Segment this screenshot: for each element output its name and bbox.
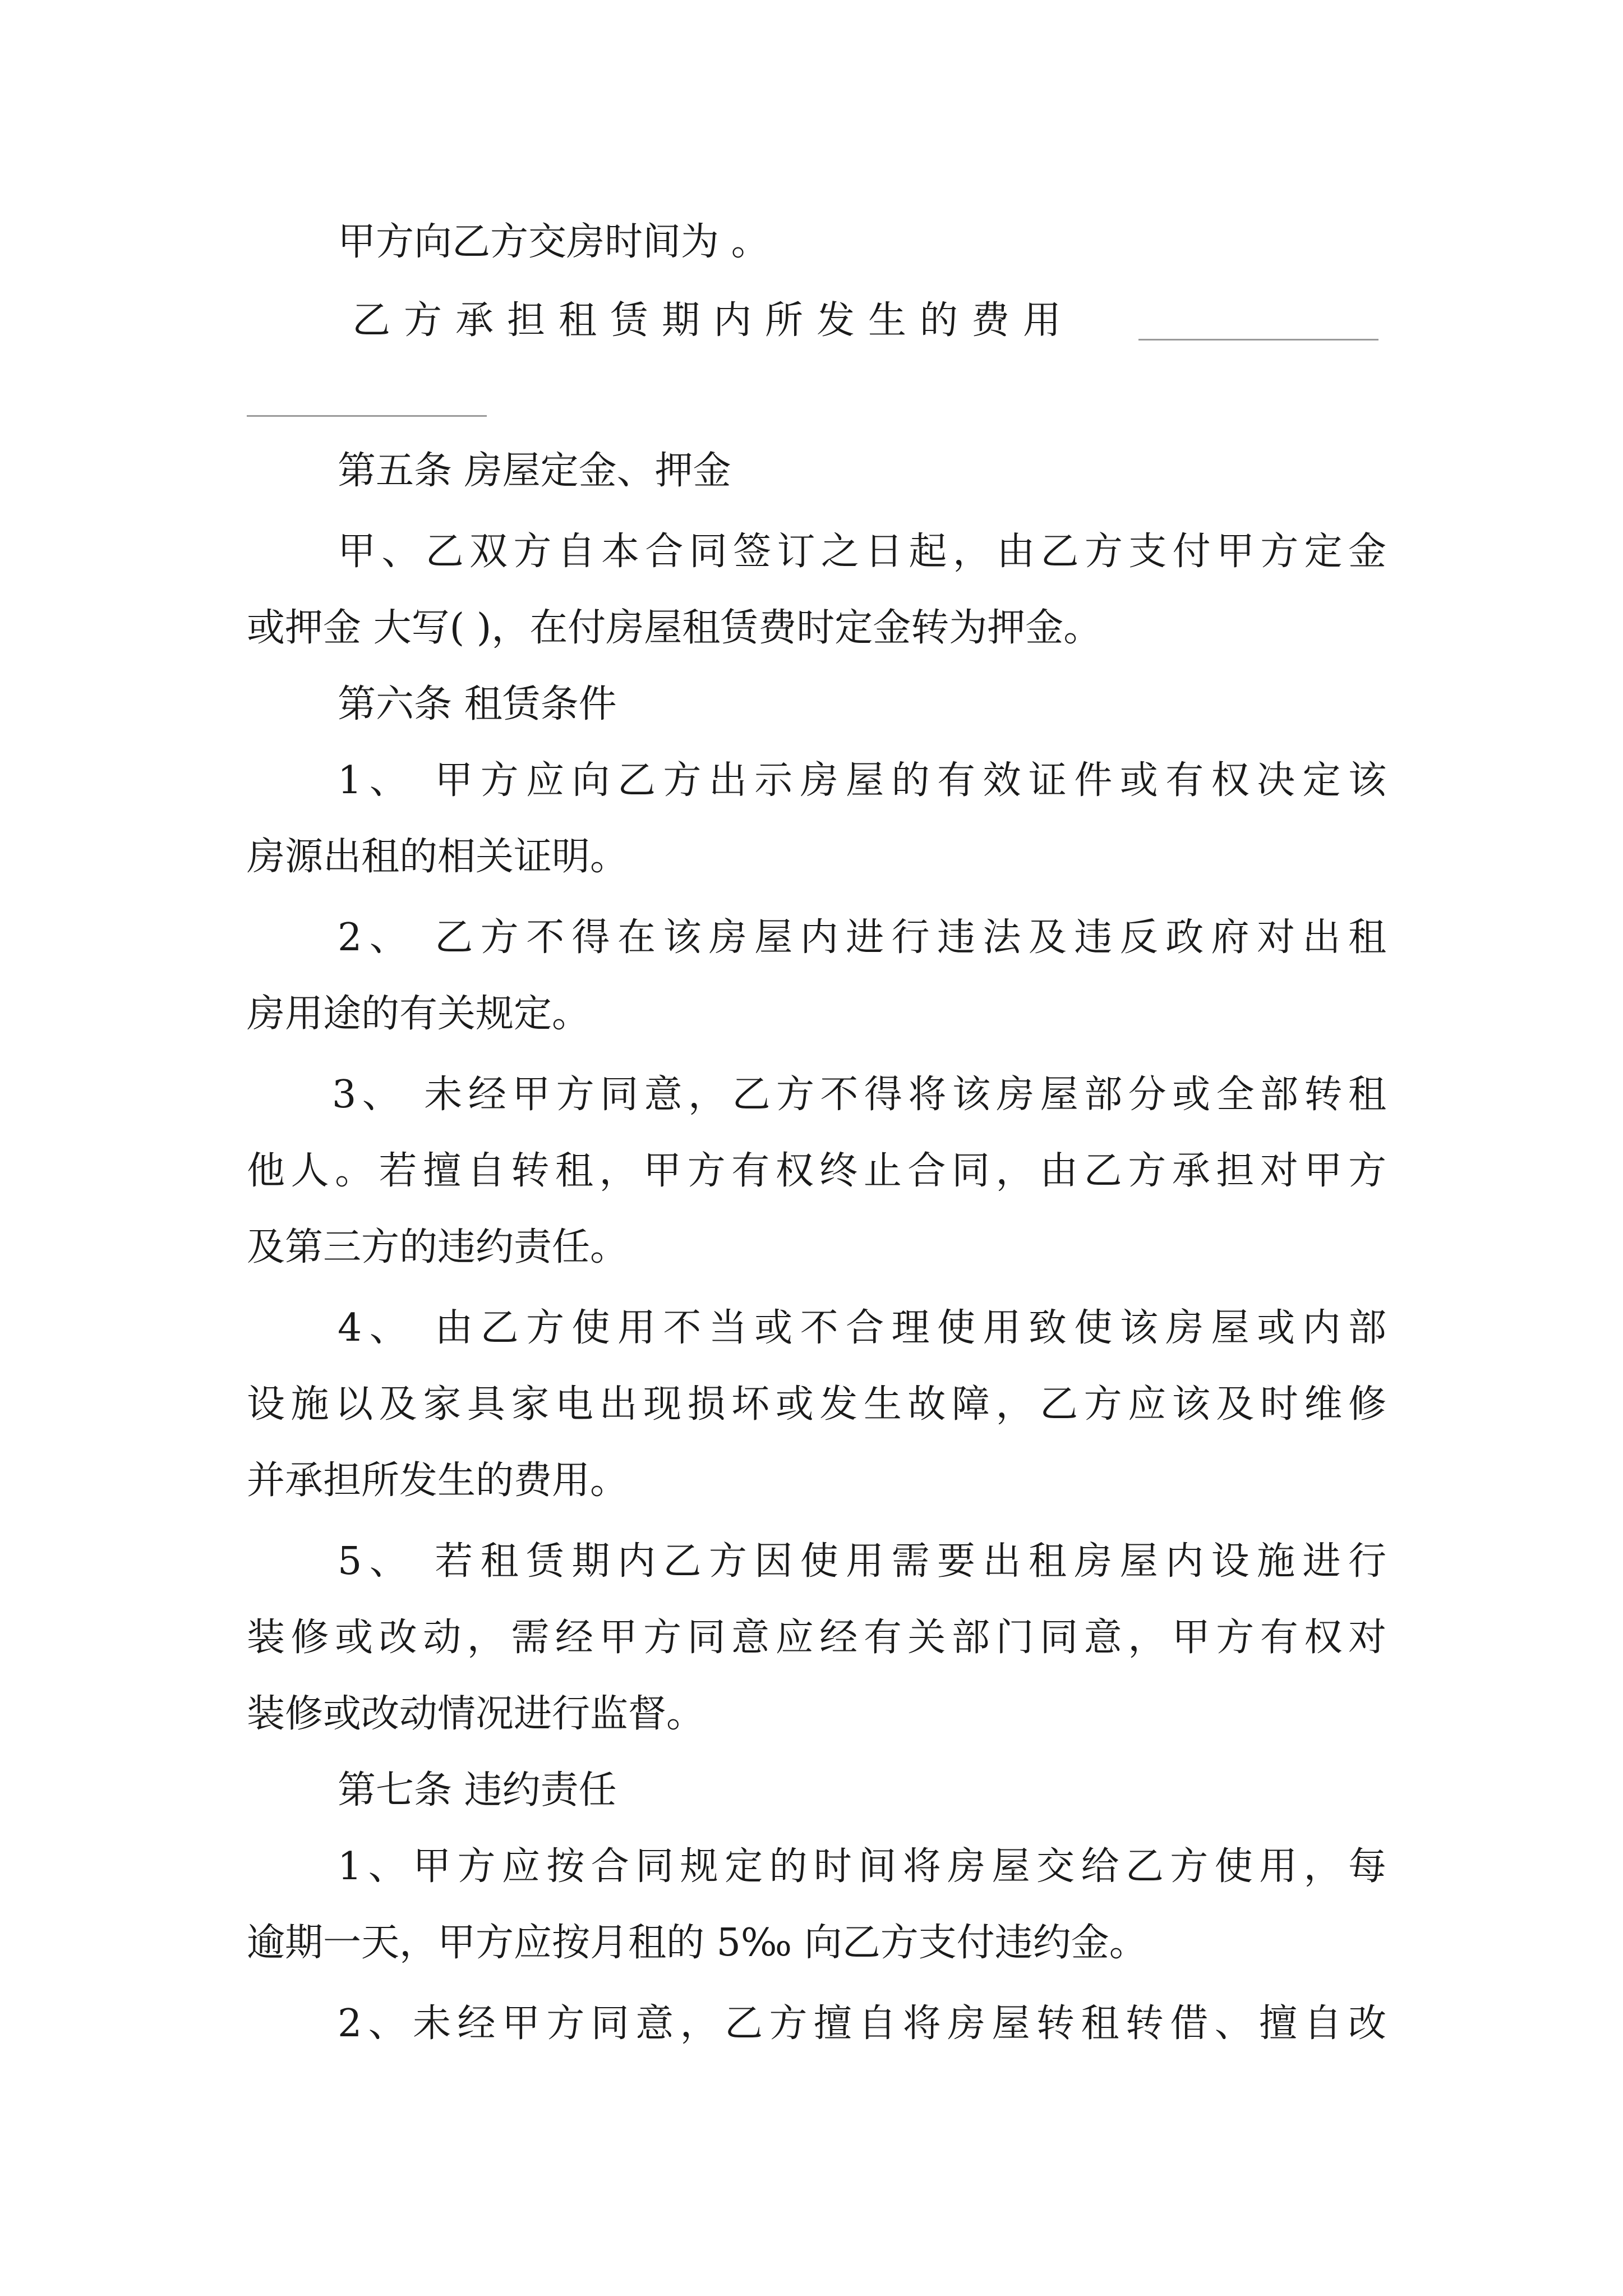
clause-4-line: 4、 由乙方使用不当或不合理使用致使该房屋或内部 (338, 1306, 1386, 1350)
clause-3-line: 他人。若擅自转租，甲方有权终止合同，由乙方承担对甲方 (247, 1149, 1386, 1193)
clause-2-line: 2、 乙方不得在该房屋内进行违法及违反政府对出租 (338, 915, 1386, 960)
handover-time-line: 甲方向乙方交房时间为 。 (338, 220, 769, 264)
article-7-heading: 第七条 违约责任 (338, 1768, 617, 1812)
clause-1-line: 1、 甲方应向乙方出示房屋的有效证件或有权决定该 (338, 758, 1386, 803)
clause-5-line: 装修或改动，需经甲方同意应经有关部门同意，甲方有权对 (247, 1616, 1386, 1660)
liability-clause-1-line: 逾期一天，甲方应按月租的 5‰ 向乙方支付违约金。 (247, 1921, 1147, 1965)
clause-3-line: 3、 未经甲方同意，乙方不得将该房屋部分或全部转租 (332, 1073, 1386, 1117)
expenses-blank-line (1138, 339, 1378, 341)
tenant-expenses-line: 乙方承担租赁期内所发生的费用 (352, 298, 1075, 343)
liability-clause-2-line: 2、未经甲方同意，乙方擅自将房屋转租转借、擅自改 (338, 2001, 1386, 2046)
clause-5-line: 装修或改动情况进行监督。 (247, 1692, 705, 1736)
clause-4-line: 并承担所发生的费用。 (247, 1458, 629, 1503)
article-5-paragraph-line: 甲、乙双方自本合同签订之日起，由乙方支付甲方定金 (338, 530, 1386, 574)
clause-2-line: 房用途的有关规定。 (247, 992, 591, 1036)
expenses-blank-line-continued (247, 415, 487, 417)
article-5-heading: 第五条 房屋定金、押金 (338, 449, 731, 493)
clause-1-line: 房源出租的相关证明。 (247, 835, 629, 879)
clause-4-line: 设施以及家具家电出现损坏或发生故障，乙方应该及时维修 (247, 1382, 1386, 1427)
clause-5-line: 5、 若租赁期内乙方因使用需要出租房屋内设施进行 (338, 1539, 1386, 1584)
article-6-heading: 第六条 租赁条件 (338, 682, 617, 726)
liability-clause-1-line: 1、甲方应按合同规定的时间将房屋交给乙方使用，每 (338, 1844, 1386, 1889)
article-5-paragraph-line: 或押金 大写( )，在付房屋租赁费时定金转为押金。 (247, 606, 1102, 650)
clause-3-line: 及第三方的违约责任。 (247, 1225, 629, 1269)
